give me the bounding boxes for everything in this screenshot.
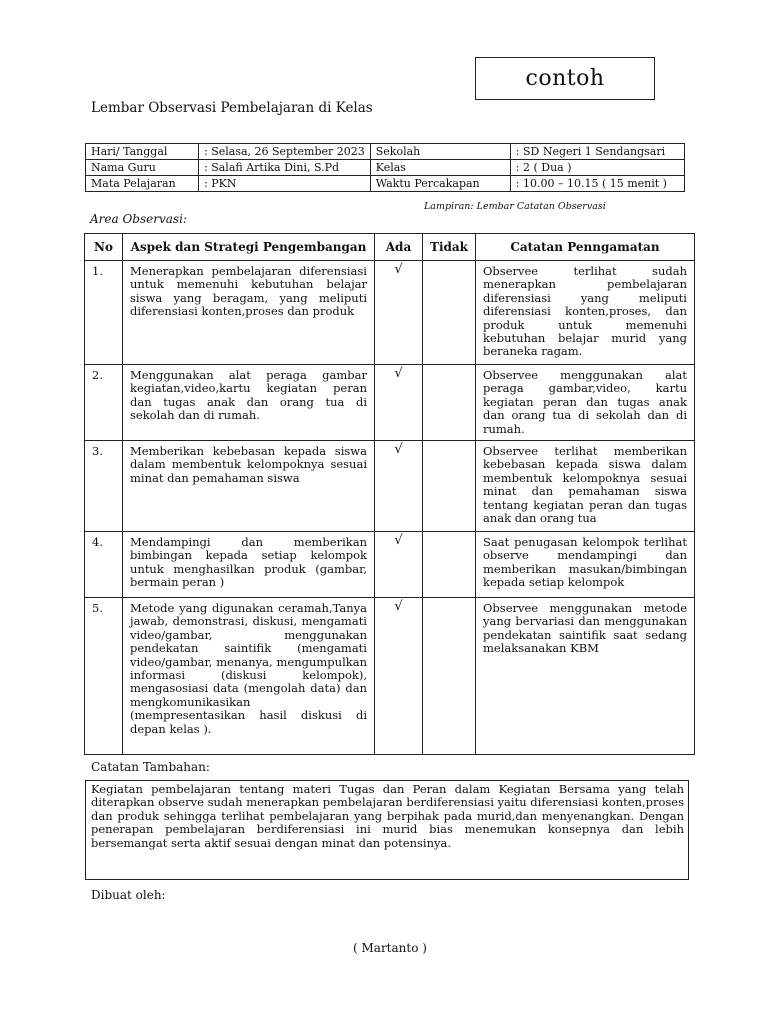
check-ada: √ <box>375 532 423 598</box>
info-row <box>86 176 685 192</box>
area-label: Area Observasi: <box>90 212 187 226</box>
header-tidak: Tidak <box>423 234 476 261</box>
page-title: Lembar Observasi Pembelajaran di Kelas <box>91 100 373 116</box>
info-row <box>86 144 685 160</box>
row-number: 3. <box>85 441 123 532</box>
header-no: No <box>85 234 123 261</box>
example-badge: contoh <box>475 57 655 100</box>
aspect-cell: Menggunakan alat peraga gambar kegiatan,video,kartu kegiatan peran dan tugas anak dan orang tua di sekolah dan di rumah. <box>123 365 375 441</box>
info-table <box>85 143 685 192</box>
check-ada: √ <box>375 365 423 441</box>
info-label: Sekolah <box>370 144 510 160</box>
check-tidak <box>423 598 476 755</box>
info-value: : PKN <box>199 176 371 192</box>
info-row <box>86 160 685 176</box>
table-row <box>85 365 695 441</box>
extra-notes-label: Catatan Tambahan: <box>91 760 210 774</box>
aspect-cell: Metode yang digunakan ceramah,Tanya jawab, demonstrasi, diskusi, mengamati video/gambar, menggunakan pendekatan saintifik (mengamati video/gambar, menanya, mengumpulkan informasi (diskusi kelompok), mengasosiasi data (mengolah data) dan mengkomunikasikan (mempresentasikan hasil diskusi di depan kelas ). <box>123 598 375 755</box>
note-cell: Saat penugasan kelompok terlihat observe mendampingi dan memberikan masukan/bimbingan kepada setiap kelompok <box>476 532 695 598</box>
note-cell: Observee menggunakan alat peraga gambar,video, kartu kegiatan peran dan tugas anak dan orang tua di sekolah dan di rumah. <box>476 365 695 441</box>
row-number: 2. <box>85 365 123 441</box>
info-value: : Salafi Artika Dini, S.Pd <box>199 160 371 176</box>
observation-table <box>84 233 695 755</box>
table-row <box>85 532 695 598</box>
info-value: : 2 ( Dua ) <box>510 160 684 176</box>
header-ada: Ada <box>375 234 423 261</box>
check-tidak <box>423 261 476 365</box>
table-row <box>85 598 695 755</box>
check-ada: √ <box>375 598 423 755</box>
header-catatan: Catatan Penngamatan <box>476 234 695 261</box>
check-tidak <box>423 441 476 532</box>
info-value: : SD Negeri 1 Sendangsari <box>510 144 684 160</box>
check-tidak <box>423 532 476 598</box>
extra-notes-box: Kegiatan pembelajaran tentang materi Tugas dan Peran dalam Kegiatan Bersama yang telah diterapkan observe sudah menerapkan pembelajaran berdiferensiasi yaitu diferensiasi konten,proses dan produk sehingga terlihat pembelajaran yang berpihak pada murid,dan menyenangkan. Dengan penerapan pembelajaran berdiferensiasi ini murid bias menemukan konsepnya dan lebih bersemangat serta aktif sesuai dengan minat dan potensinya. <box>85 780 689 880</box>
attachment-note: Lampiran: Lembar Catatan Observasi <box>424 201 606 212</box>
row-number: 1. <box>85 261 123 365</box>
info-value: : 10.00 – 10.15 ( 15 menit ) <box>510 176 684 192</box>
row-number: 4. <box>85 532 123 598</box>
row-number: 5. <box>85 598 123 755</box>
note-cell: Observee terlihat memberikan kebebasan kepada siswa dalam membentuk kelompoknya sesuai minat dan pemahaman siswa tentang kegiatan peran dan tugas anak dan orang tua <box>476 441 695 532</box>
info-label: Waktu Percakapan <box>370 176 510 192</box>
info-label: Kelas <box>370 160 510 176</box>
aspect-cell: Memberikan kebebasan kepada siswa dalam membentuk kelompoknya sesuai minat dan pemahaman siswa <box>123 441 375 532</box>
check-ada: √ <box>375 261 423 365</box>
table-row <box>85 441 695 532</box>
check-ada: √ <box>375 441 423 532</box>
aspect-cell: Mendampingi dan memberikan bimbingan kepada setiap kelompok untuk menghasilkan produk (gambar, bermain peran ) <box>123 532 375 598</box>
check-tidak <box>423 365 476 441</box>
signer-name: ( Martanto ) <box>353 941 427 955</box>
info-value: : Selasa, 26 September 2023 <box>199 144 371 160</box>
note-cell: Observee menggunakan metode yang bervariasi dan menggunakan pendekatan saintifik saat sedang melaksanakan KBM <box>476 598 695 755</box>
aspect-cell: Menerapkan pembelajaran diferensiasi untuk memenuhi kebutuhan belajar siswa yang beragam, yang meliputi diferensiasi konten,proses dan produk <box>123 261 375 365</box>
made-by-label: Dibuat oleh: <box>91 888 166 902</box>
info-label: Hari/ Tanggal <box>86 144 199 160</box>
table-row <box>85 261 695 365</box>
info-label: Nama Guru <box>86 160 199 176</box>
info-label: Mata Pelajaran <box>86 176 199 192</box>
header-aspek: Aspek dan Strategi Pengembangan <box>123 234 375 261</box>
note-cell: Observee terlihat sudah menerapkan pembelajaran diferensiasi yang meliputi diferensiasi konten,proses, dan produk untuk memenuhi kebutuhan belajar murid yang beraneka ragam. <box>476 261 695 365</box>
